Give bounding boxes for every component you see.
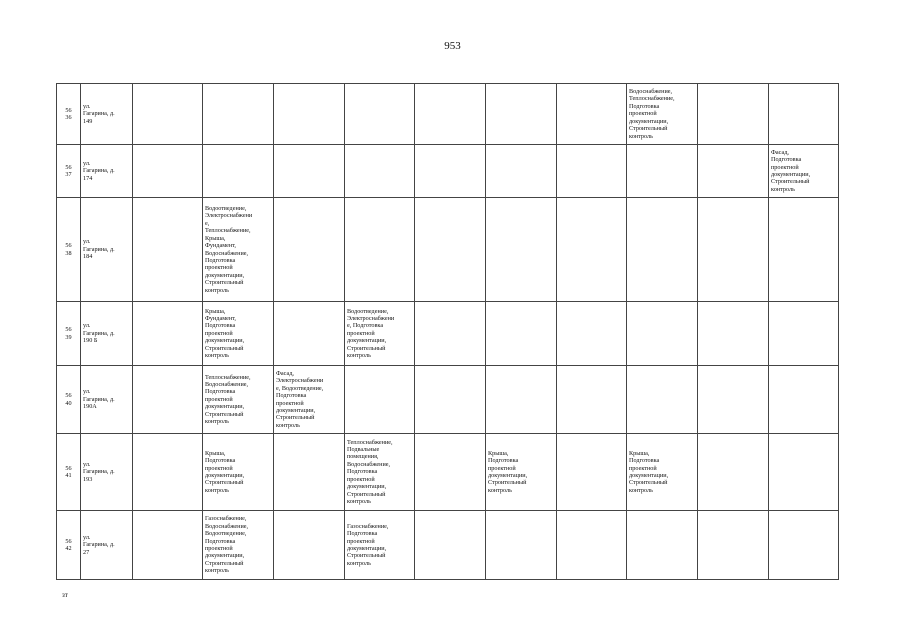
work-cell: [415, 198, 486, 302]
work-cell: [486, 302, 557, 366]
work-cell: Водоотведение, Электроснабжени е, Подготовка проектной документации, Строительный контроль: [345, 302, 415, 366]
work-cell: [698, 302, 769, 366]
work-cell: [486, 198, 557, 302]
work-cell: [133, 511, 203, 580]
work-cell: [557, 366, 627, 434]
work-cell: [627, 366, 698, 434]
table-row: [57, 145, 839, 198]
work-cell: [557, 198, 627, 302]
work-cell: [698, 434, 769, 511]
work-cell: [415, 302, 486, 366]
work-cell: [486, 84, 557, 145]
work-cell: [769, 198, 839, 302]
work-cell: Крыша, Подготовка проектной документации, Строительный контроль: [627, 434, 698, 511]
work-cell: [698, 145, 769, 198]
row-number-cell: 56 41: [57, 434, 81, 511]
work-cell: [345, 145, 415, 198]
work-cell: Крыша, Подготовка проектной документации, Строительный контроль: [486, 434, 557, 511]
work-cell: [557, 145, 627, 198]
work-cell: [769, 84, 839, 145]
work-cell: [769, 366, 839, 434]
work-cell: [203, 84, 274, 145]
row-number-cell: 56 39: [57, 302, 81, 366]
work-cell: [274, 145, 345, 198]
work-cell: [627, 198, 698, 302]
work-cell: [274, 511, 345, 580]
work-cell: [557, 511, 627, 580]
work-cell: [415, 434, 486, 511]
work-cell: [133, 145, 203, 198]
work-cell: [415, 366, 486, 434]
address-cell: ул. Гагарина, д. 149: [81, 84, 133, 145]
row-number-cell: 56 36: [57, 84, 81, 145]
footer-mark: зт: [62, 591, 68, 599]
work-cell: [203, 145, 274, 198]
work-cell: [769, 302, 839, 366]
work-cell: [627, 511, 698, 580]
work-cell: [698, 511, 769, 580]
work-cell: [557, 434, 627, 511]
work-cell: [557, 84, 627, 145]
work-cell: [486, 511, 557, 580]
work-cell: [698, 198, 769, 302]
work-cell: [133, 434, 203, 511]
work-cell: [133, 302, 203, 366]
table-row: [57, 84, 839, 145]
work-cell: [769, 511, 839, 580]
work-cell: [486, 366, 557, 434]
work-cell: [698, 84, 769, 145]
row-number-cell: 56 37: [57, 145, 81, 198]
work-cell: [698, 366, 769, 434]
work-cell: [133, 366, 203, 434]
address-cell: ул. Гагарина, д. 184: [81, 198, 133, 302]
work-cell: Газоснабжение, Подготовка проектной документации, Строительный контроль: [345, 511, 415, 580]
page-number: 953: [444, 40, 461, 52]
work-cell: Фасад, Электроснабжени е, Водоотведение, Подготовка проектной документации, Строительный контроль: [274, 366, 345, 434]
work-cell: Газоснабжение, Водоснабжение, Водоотведение, Подготовка проектной документации, Строительный контроль: [203, 511, 274, 580]
table-row: [57, 302, 839, 366]
work-cell: [415, 145, 486, 198]
work-cell: Крыша, Фундамент, Подготовка проектной документации, Строительный контроль: [203, 302, 274, 366]
work-cell: Водоотведение, Электроснабжени е, Теплоснабжение, Крыша, Фундамент, Водоснабжение, Подготовка проектной документации, Строительный контроль: [203, 198, 274, 302]
work-cell: [557, 302, 627, 366]
work-cell: Фасад, Подготовка проектной документации, Строительный контроль: [769, 145, 839, 198]
work-cell: [133, 198, 203, 302]
work-cell: [769, 434, 839, 511]
work-cell: [627, 302, 698, 366]
work-cell: Теплоснабжение, Водоснабжение, Подготовка проектной документации, Строительный контроль: [203, 366, 274, 434]
work-cell: [345, 84, 415, 145]
work-cell: Теплоснабжение, Подвальные помещения, Водоснабжение, Подготовка проектной документации, Строительный контроль: [345, 434, 415, 511]
row-number-cell: 56 40: [57, 366, 81, 434]
work-cell: [345, 366, 415, 434]
works-table: [56, 83, 839, 580]
address-cell: ул. Гагарина, д. 174: [81, 145, 133, 198]
row-number-cell: 56 38: [57, 198, 81, 302]
table-body: [57, 84, 839, 580]
work-cell: [274, 302, 345, 366]
work-cell: Крыша, Подготовка проектной документации, Строительный контроль: [203, 434, 274, 511]
work-cell: [133, 84, 203, 145]
address-cell: ул. Гагарина, д. 190 Б: [81, 302, 133, 366]
address-cell: ул. Гагарина, д. 27: [81, 511, 133, 580]
work-cell: [486, 145, 557, 198]
work-cell: [627, 145, 698, 198]
work-cell: [274, 434, 345, 511]
table-row: [57, 366, 839, 434]
work-cell: [274, 84, 345, 145]
work-cell: [415, 84, 486, 145]
row-number-cell: 56 42: [57, 511, 81, 580]
work-cell: [345, 198, 415, 302]
table-row: [57, 511, 839, 580]
work-cell: [274, 198, 345, 302]
address-cell: ул. Гагарина, д. 190А: [81, 366, 133, 434]
table-row: [57, 198, 839, 302]
work-cell: [415, 511, 486, 580]
table-row: [57, 434, 839, 511]
address-cell: ул. Гагарина, д. 193: [81, 434, 133, 511]
work-cell: Водоснабжение, Теплоснабжение, Подготовка проектной документации, Строительный контроль: [627, 84, 698, 145]
